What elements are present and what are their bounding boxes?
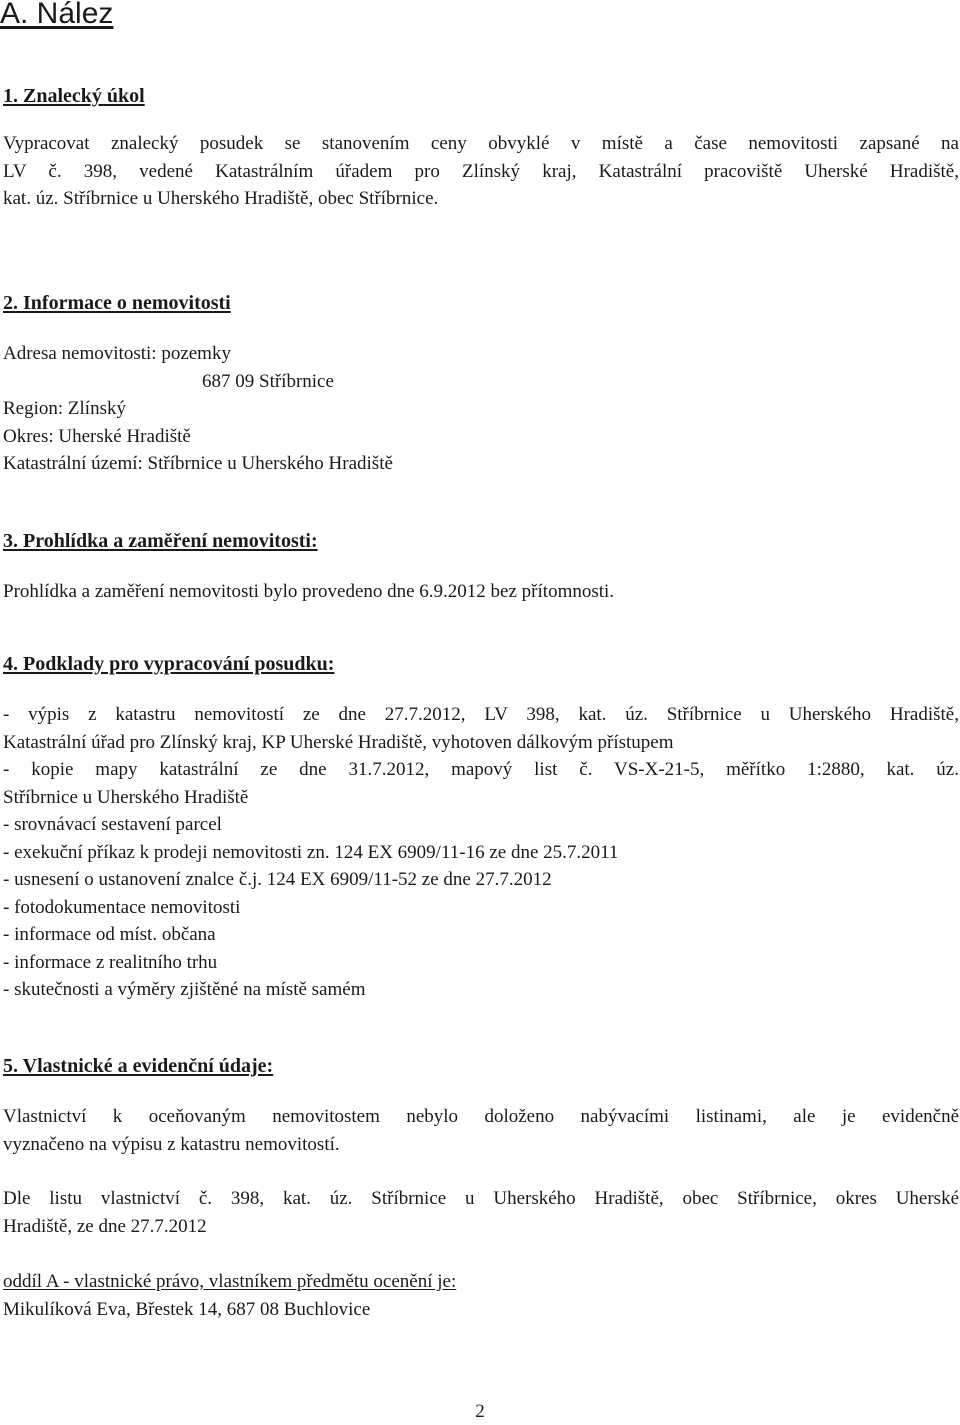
address-label: Adresa nemovitosti: [3,343,157,364]
section-3-heading: 3. Prohlídka a zaměření nemovitosti: [3,530,318,552]
section-1-heading: 1. Znalecký úkol [3,85,145,107]
list-item: - srovnávací sestavení parcel [3,814,222,835]
list-item: - exekuční příkaz k prodeji nemovitosti zn. 124 EX 6909/11-16 ze dne 25.7.2011 [3,841,619,863]
page-number: 2 [475,1401,485,1422]
owner-heading-text: oddíl A - vlastnické právo, vlastníkem předmětu ocenění je: [3,1271,457,1292]
list-item: - usnesení o ustanovení znalce č.j. 124 EX 6909/11-52 ze dne 27.7.2012 [3,869,552,890]
address-row [3,340,959,368]
list-item: - skutečnosti a výměry zjištěné na místě samém [3,979,366,1000]
region: Region: Zlínský [3,398,126,419]
list-item: - výpis z katastru nemovitostí ze dne 27.7.2012, LV 398, kat. úz. Stříbrnice u Uherského Hradiště, [3,704,959,725]
section-4-heading: 4. Podklady pro vypracování posudku: [3,653,335,675]
list-item: - fotodokumentace nemovitosti [3,896,241,918]
section-5-heading: 5. Vlastnické a evidenční údaje: [3,1055,274,1077]
inspection-text: Prohlídka a zaměření nemovitosti bylo provedeno dne 6.9.2012 bez přítomnosti. [3,581,615,602]
property-info [3,340,959,478]
address-postal: 687 09 Stříbrnice [202,370,334,392]
paragraph-line: kat. úz. Stříbrnice u Uherského Hradiště, obec Stříbrnice. [3,188,439,209]
ownership-paragraph-1 [3,1103,959,1158]
list-item: - informace z realitního trhu [3,951,218,973]
district: Okres: Uherské Hradiště [3,425,191,447]
owner-heading [3,1268,959,1296]
cadastral-area: Katastrální území: Stříbrnice u Uherského Hradiště [3,453,393,474]
page-title: A. Nález [0,0,114,30]
address-value: pozemky [161,343,231,364]
paragraph-line: Vlastnictví k oceňovaným nemovitostem nebylo doloženo nabývacími listinami, ale je evidenčně [3,1106,959,1127]
documents-list [3,701,959,1004]
list-item: - kopie mapy katastrální ze dne 31.7.2012, mapový list č. VS-X-21-5, měřítko 1:2880, kat. úz. [3,759,959,780]
paragraph-line: Vypracovat znalecký posudek se stanovením ceny obvyklé v místě a čase nemovitosti zapsané na [3,133,959,154]
list-item: Katastrální úřad pro Zlínský kraj, KP Uherské Hradiště, vyhotoven dálkovým přístupem [3,731,674,753]
section-3-body [3,578,959,606]
paragraph-line: Hradiště, ze dne 27.7.2012 [3,1215,207,1237]
section-2-heading: 2. Informace o nemovitosti [3,292,231,314]
list-item: Stříbrnice u Uherského Hradiště [3,786,249,808]
ownership-paragraph-2 [3,1185,959,1240]
owner-name: Mikulíková Eva, Břestek 14, 687 08 Buchlovice [3,1298,371,1320]
paragraph-line: Dle listu vlastnictví č. 398, kat. úz. Stříbrnice u Uherského Hradiště, obec Stříbrnice, okres Uherské [3,1188,959,1209]
owner-block [3,1268,959,1323]
list-item: - informace od míst. občana [3,924,216,945]
paragraph-line: LV č. 398, vedené Katastrálním úřadem pro Zlínský kraj, Katastrální pracoviště Uherské Hradiště, [3,160,959,182]
paragraph-line: vyznačeno na výpisu z katastru nemovitostí. [3,1133,340,1155]
section-1-body [3,130,959,213]
